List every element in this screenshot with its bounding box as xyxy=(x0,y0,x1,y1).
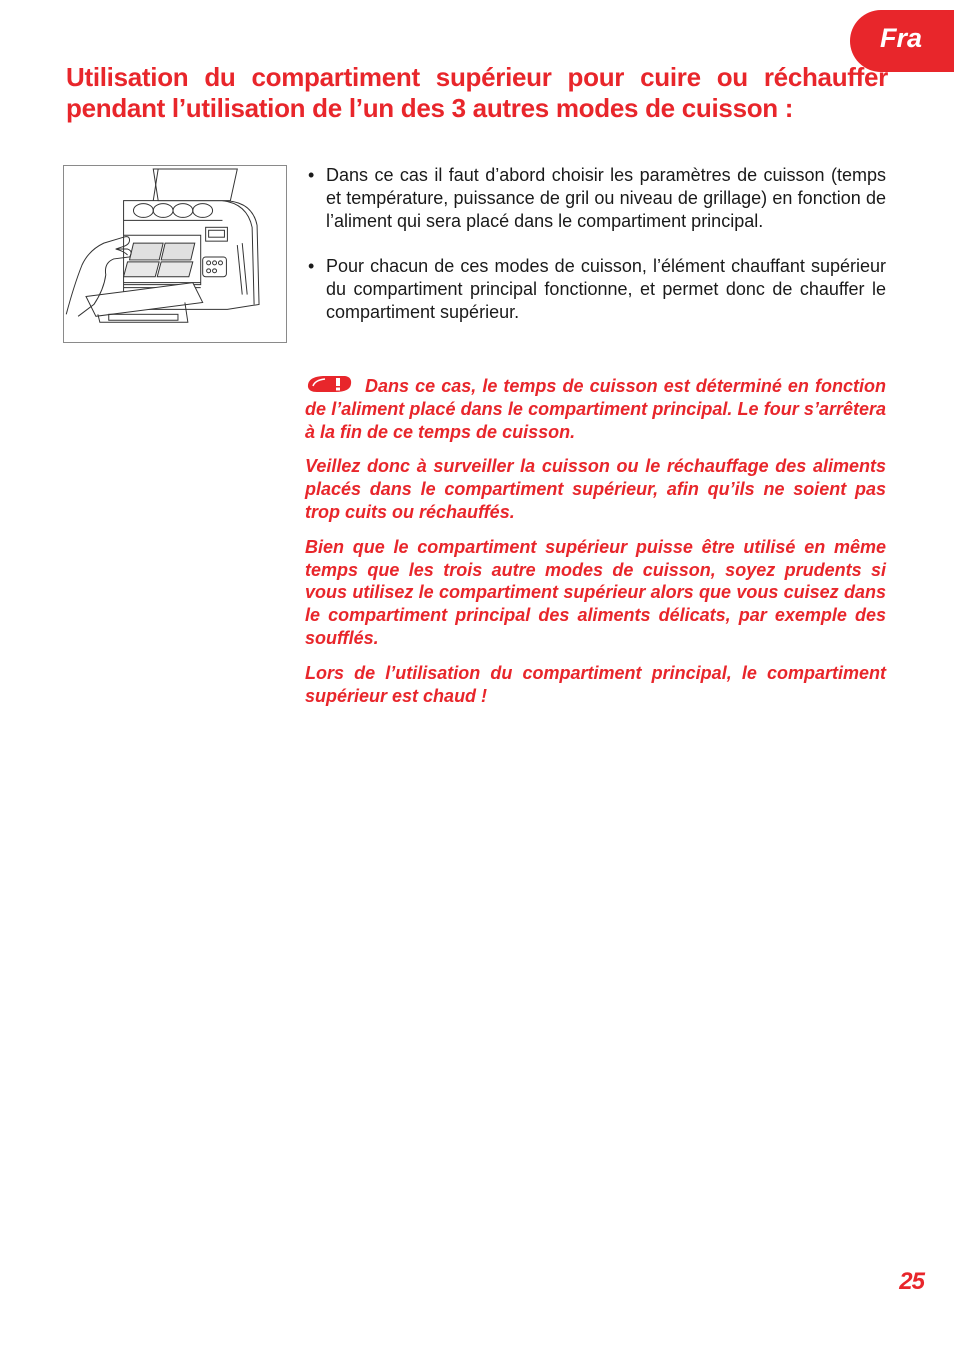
oven-with-hand-icon xyxy=(64,166,286,342)
warning-paragraph: Bien que le compartiment supérieur puisse être utilisé en même temps que les trois autre modes de cuisson, soyez prudents si vous utilisez le compartiment supérieur alors que vous cuisez dans le compartiment principal des aliments délicats, par exemple des soufflés. xyxy=(305,536,886,648)
warning-text: Dans ce cas, le temps de cuisson est déterminé en fonction de l’aliment placé dans le compartiment principal. Le four s’arrêtera à la fin de ce temps de cuisson. xyxy=(305,376,886,442)
warning-paragraph: Veillez donc à surveiller la cuisson ou le réchauffage des aliments placés dans le compartiment supérieur, afin qu’ils ne soient pas trop cuits ou réchauffés. xyxy=(305,456,886,522)
instruction-list xyxy=(306,164,886,347)
language-tab-label: Fra xyxy=(880,23,923,53)
list-item xyxy=(306,255,886,323)
bullet-icon: • xyxy=(308,165,315,185)
section-title-line-2: pendant l’utilisation de l’un des 3 autres modes de cuisson : xyxy=(66,93,794,123)
warning-exclamation-icon xyxy=(305,374,353,394)
warning-paragraph: Lors de l’utilisation du compartiment principal, le compartiment supérieur est chaud ! xyxy=(305,662,886,706)
warning-paragraph xyxy=(305,374,886,443)
section-title xyxy=(66,62,888,124)
warning-notes xyxy=(305,374,886,719)
page-number: 25 xyxy=(899,1268,924,1295)
section-title-line-1: Utilisation du compartiment supérieur pour cuire ou réchauffer xyxy=(66,62,888,92)
list-item-text: Dans ce cas il faut d’abord choisir les paramètres de cuisson (temps et température, puissance de gril ou niveau de grillage) en fonction de l’aliment qui sera placé dans le compartiment principal. xyxy=(326,165,886,231)
bullet-icon: • xyxy=(308,256,315,277)
list-item xyxy=(306,164,886,232)
oven-illustration xyxy=(63,165,287,343)
list-item-text: Pour chacun de ces modes de cuisson, l’élément chauffant supérieur du compartiment principal fonctionne, et permet donc de chauffer le compartiment supérieur. xyxy=(326,256,886,322)
